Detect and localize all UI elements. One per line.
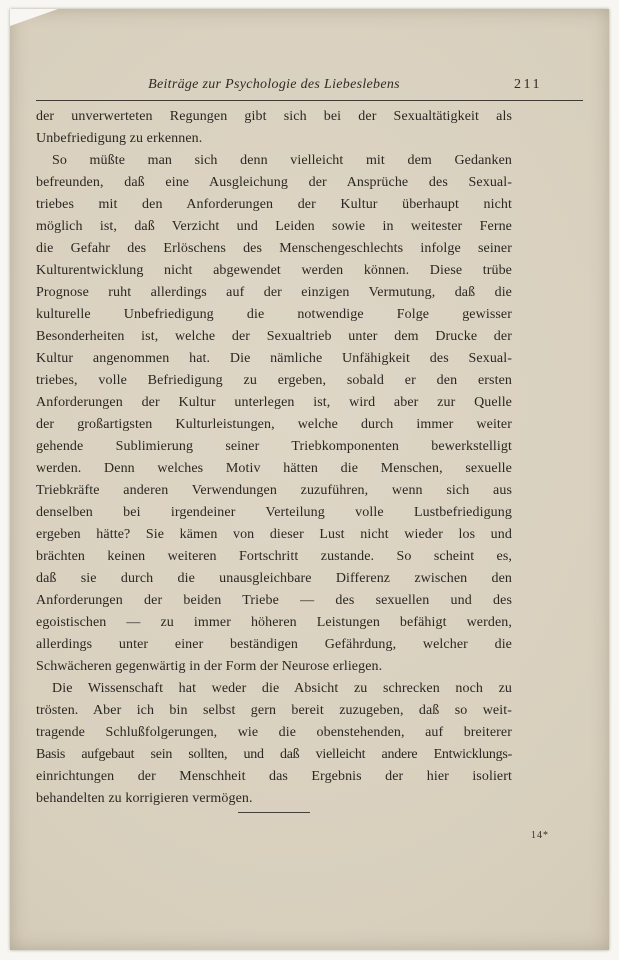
text-line: Anforderungen der beiden Triebe — des sexuellen und des — [36, 593, 512, 608]
text-line: befreunden, daß eine Ausgleichung der Ansprüche des Sexual- — [36, 175, 512, 190]
text-line: Besonderheiten ist, welche der Sexualtrieb unter dem Drucke der — [36, 329, 512, 344]
text-line: tragende Schlußfolgerungen, wie die obenstehenden, auf breiterer — [36, 725, 512, 740]
text-line: der unverwerteten Regungen gibt sich bei der Sexualtätigkeit als — [36, 109, 512, 124]
text-line: Unbefriedigung zu erkennen. — [36, 131, 203, 146]
text-line: Prognose ruht allerdings auf der einzigen Vermutung, daß die — [36, 285, 512, 300]
text-line: brächten keinen weiteren Fortschritt zustande. So scheint es, — [36, 549, 512, 564]
text-line: behandelten zu korrigieren vermögen. — [36, 791, 253, 806]
text-line: der großartigsten Kulturleistungen, welche durch immer weiter — [36, 417, 512, 432]
text-line: Triebkräfte anderen Verwendungen zuzuführen, wenn sich aus — [36, 483, 512, 498]
book-page — [10, 9, 609, 950]
text-line: triebes, volle Befriedigung zu ergeben, sobald er den ersten — [36, 373, 512, 388]
page-corner-curl — [10, 9, 58, 26]
text-line: Basis aufgebaut sein sollten, und daß vielleicht andere Entwicklungs- — [36, 747, 512, 762]
signature-mark: 14* — [531, 830, 549, 841]
text-line: egoistischen — zu immer höheren Leistungen befähigt werden, — [36, 615, 512, 630]
text-line: Anforderungen der Kultur unterlegen ist, wird aber zur Quelle — [36, 395, 512, 410]
section-end-rule — [238, 812, 310, 813]
text-line: einrichtungen der Menschheit das Ergebnis der hier isoliert — [36, 769, 512, 784]
text-line: triebes mit den Anforderungen der Kultur überhaupt nicht — [36, 197, 512, 212]
text-line: So müßte man sich denn vielleicht mit dem Gedanken — [52, 153, 512, 168]
text-line: möglich ist, daß Verzicht und Leiden sowie in weitester Ferne — [36, 219, 512, 234]
text-line: die Gefahr des Erlöschens des Menschengeschlechts infolge seiner — [36, 241, 512, 256]
text-line: Schwächeren gegenwärtig in der Form der Neurose erliegen. — [36, 659, 383, 674]
body-text — [36, 106, 512, 810]
text-line: denselben bei irgendeiner Verteilung volle Lustbefriedigung — [36, 505, 512, 520]
text-line: werden. Denn welches Motiv hätten die Menschen, sexuelle — [36, 461, 512, 476]
text-line: Kulturentwicklung nicht abgewendet werden können. Diese trübe — [36, 263, 512, 278]
page-number: 211 — [514, 77, 542, 92]
running-title: Beiträge zur Psychologie des Liebeslebens — [148, 77, 400, 92]
text-line: trösten. Aber ich bin selbst gern bereit zuzugeben, daß so weit- — [36, 703, 512, 718]
text-line: Kultur angenommen hat. Die nämliche Unfähigkeit des Sexual- — [36, 351, 512, 366]
text-line: kulturelle Unbefriedigung die notwendige Folge gewisser — [36, 307, 512, 322]
text-line: ergeben hätte? Sie kämen von dieser Lust nicht wieder los und — [36, 527, 512, 542]
text-line: Die Wissenschaft hat weder die Absicht zu schrecken noch zu — [52, 681, 512, 696]
header-rule — [36, 100, 583, 101]
text-line: gehende Sublimierung seiner Triebkomponenten bewerkstelligt — [36, 439, 512, 454]
text-line: allerdings unter einer beständigen Gefährdung, welcher die — [36, 637, 512, 652]
text-line: daß sie durch die unausgleichbare Differenz zwischen den — [36, 571, 512, 586]
